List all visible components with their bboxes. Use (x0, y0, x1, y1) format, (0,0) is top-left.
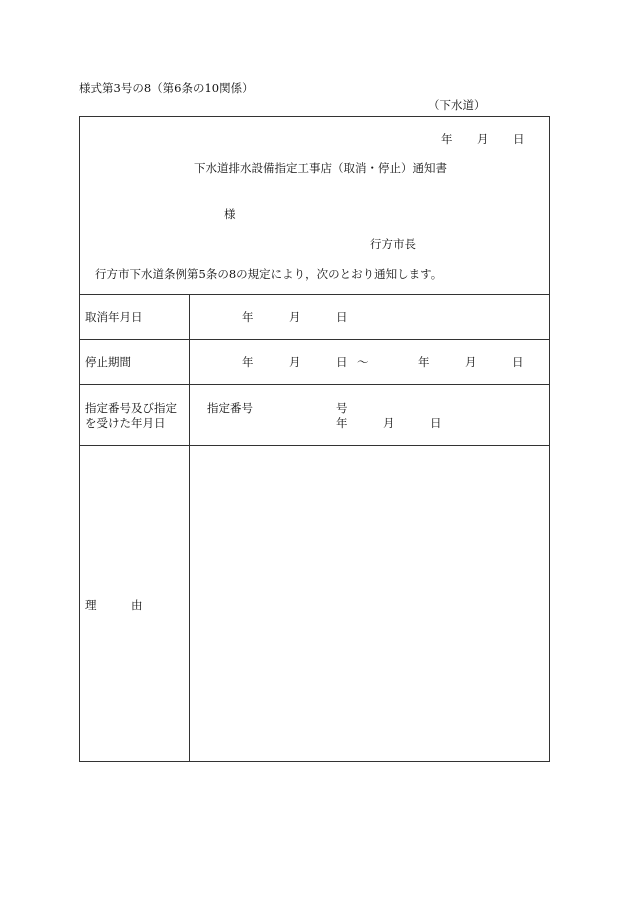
suspend-tilde: ～ (357, 355, 369, 369)
reason-content-area[interactable] (190, 446, 549, 761)
notice-date-day: 日 (513, 132, 525, 146)
notice-body-text: 行方市下水道条例第5条の8の規定により，次のとおり通知します。 (95, 267, 443, 281)
notice-title: 下水道排水設備指定工事店（取消・停止）通知書 (194, 161, 447, 175)
cancel-day: 日 (336, 310, 348, 324)
divider-cancel (79, 339, 550, 340)
reason-label-char1: 理 (85, 598, 97, 612)
designation-month: 月 (383, 416, 395, 430)
notice-date-month: 月 (477, 132, 489, 146)
suspend-to-month: 月 (465, 355, 477, 369)
category-label: （下水道） (428, 98, 486, 112)
designation-label-line1: 指定番号及び指定 (85, 401, 177, 415)
issuer: 行方市長 (370, 237, 416, 251)
cancel-date-label: 取消年月日 (85, 310, 143, 324)
form-number: 様式第3号の8（第6条の10関係） (79, 81, 254, 95)
suspend-from-month: 月 (289, 355, 301, 369)
designation-number-label: 指定番号 (207, 401, 253, 415)
suspend-to-day: 日 (512, 355, 524, 369)
cancel-month: 月 (289, 310, 301, 324)
suspend-period-label: 停止期間 (85, 355, 131, 369)
designation-label-line2: を受けた年月日 (85, 416, 166, 430)
reason-label-char2: 由 (131, 598, 143, 612)
divider-suspend (79, 384, 550, 385)
designation-number-suffix: 号 (336, 401, 348, 415)
notice-date-year: 年 (441, 132, 453, 146)
suspend-from-day: 日 (336, 355, 348, 369)
suspend-to-year: 年 (418, 355, 430, 369)
designation-year: 年 (336, 416, 348, 430)
suspend-from-year: 年 (242, 355, 254, 369)
recipient-honorific: 様 (224, 207, 236, 221)
cancel-year: 年 (242, 310, 254, 324)
divider-notice (79, 294, 550, 295)
designation-day: 日 (430, 416, 442, 430)
